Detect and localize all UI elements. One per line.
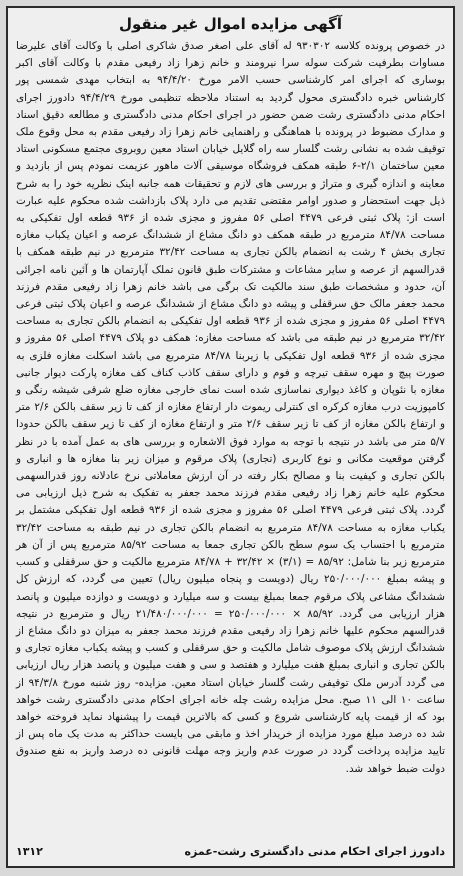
notice-signature: دادورز اجرای احکام مدنی دادگستری رشت-عمزه <box>184 844 445 858</box>
notice-body: در خصوص پرونده کلاسه ۹۳۰۳۰۲ له آقای علی اصغر صدق شاکری اصلی با وکالت آقای علیرضا مساوات بطرفیت شرکت سوله سرا نیرومند و خانم زهرا زاد رفیعی مقدم با وکالت آقای اکبر بوساری که اجرای امر کارشناسی حسب الامر مورخ ۹۴/۴/۲۰ به ابتخاب مهدی شمسی پور کارشناس خبره دادگستری محول گردید به استناد ملاحظه تنظیمی مورخ ۹۴/۴/۲۹ دادورز اجرای احکام مدنی دادگستری رشت ضمن حضور در اجرای احکام مدنی دادگستری و مطالعه دقیق اسناد و مدارک مضبوط در پرونده با هماهنگی و راهنمایی خانم زهرا زاد رفیعی مقدم به محل وقوع ملک توقیف شده به نشانی رشت گلسار سه راه گلایل خیابان استاد معین روبروی مجتمع مسکونی استاد معین ساختمان ۲/۱-۶ طبقه همکف فروشگاه موسیقی آلات ماهور عزیمت نمودم پس از بازدید و معاینه و اندازه گیری و متراژ و بررسی های لازم و تحقیقات همه جانبه اینک نظریه خود را به شرح ذیل جهت استحضار و صدور اوامر مقتضی تقدیم می دارد پلاک بازداشت شده محکوم علیه عبارت است از: پلاک ثبتی فرعی ۴۴۷۹ اصلی ۵۶ مفروز و مجزی شده از ۹۳۶ قطعه اول تفکیکی به مساحت ۸۴/۷۸ مترمربع در طبقه همکف دو دانگ مشاع از ششدانگ عرصه و اعیان یکباب مغازه تجاری بخش ۴ رشت به انضمام بالکن تجاری به مساحت ۳۲/۴۲ مترمربع در نیم طبقه همکف با قدرالسهم از عرصه و سایر مشاعات و مشترکات طبق قانون تملک آپارتمان ها و آئین نامه اجرائی آن، حدود و مشخصات طبق سند مالکیت تک برگی می باشد خانم زهرا زاد رفیعی مقدم فرزند محمد جعفر مالک حق سرقفلی و پیشه دو دانگ مشاع از ششدانگ عرصه و اعیان پلاک ثبتی فرعی ۴۴۷۹ اصلی ۵۶ مفروز و مجزی شده از ۹۳۶ قطعه اول تفکیکی به انضمام بالکن تجاری به مساحت ۳۲/۴۲ مترمربع در نیم طبقه می باشد که مساحت مغازه: همکف دو پلاک ۴۴۷۹ اصلی ۵۶ مفروز و مجزی شده از ۹۳۶ قطعه اول تفکیکی با زیربنا ۸۴/۷۸ مترمربع می باشد اسکلت مغازه فلزی به صورت پیچ و مهره سقف تیرچه و فوم و دارای سقف کاذب کناف کف مغازه پارکت دیوار جانبی مغازه با نئوپان و کاغذ دیواری نماسازی شده است نمای خارجی مغازه ضلع شرقی شیشه رنگی و کامپوزیت درب مغازه کرکره ای کنترلی ریموت دار ارتفاع مغازه از کف تا زیر سقف بالکن ۲/۶ متر و ارتفاع بالکن مغازه از کف تا زیر سقف ۲/۶ متر و ارتفاع مغازه از کف تا زیر سقف بالکن حدودا ۵/۷ متر می باشد در نتیجه با توجه به موارد فوق الاشعاره و بررسی های به عمل آمده با در نظر گرفتن موقعیت مکانی و نوع کاربری (تجاری) پلاک مرقوم و میزان زیر بنا مغازه ها و انباری و بالکن تجاری و کیفیت بنا و مصالح بکار رفته در آن ارزش معاملاتی نرخ عادلانه روز قدرالسهمی محکوم علیه خانم زهرا زاد رفیعی مقدم فرزند محمد جعفر به تفکیک به شرح ذیل ارزیابی می گردد. پلاک ثبتی فرعی ۴۴۷۹ اصلی ۵۶ مفروز و مجزی شده از ۹۳۶ قطعه اول تفکیکی مشتمل بر یکباب مغازه به مساحت ۸۴/۷۸ مترمربع به انضمام بالکن تجاری در نیم طبقه به مساحت ۳۲/۴۲ مترمربع با احتساب یک سوم سطح بالکن تجاری جمعا به مساحت ۸۵/۹۲ مترمربع پس از آن هر مترمربع زیر بنا شامل: ۸۵/۹۲ = (۳/۱) × ۳۲/۴۲ + ۸۴/۷۸ مترمربع مالکیت و حق سرقفلی و کسب و پیشه بمبلغ ۲۵۰/۰۰۰/۰۰۰ ریال (دویست و پنجاه میلیون ریال) تعیین می گردد، که ارزش کل ششدانگ مشاعی پلاک مرقوم جمعا بمبلغ بیست و سه میلیارد و دویست و دوازده میلیون و پانصد هزار ارزیابی می گردد. ۸۵/۹۲ × ۲۵۰/۰۰۰/۰۰۰ = ۲۱/۴۸۰/۰۰۰/۰۰۰ ریال و مترمربع در نتیجه قدرالسهم محکوم علیها خانم زهرا زاد رفیعی مقدم فرزند محمد جعفر به میزان دو دانگ مشاع از ششدانگ ارزش پلاک موصوف شامل مالکیت و حق سرقفلی و کسب و پیشه یکباب مغازه تجاری و بالکن تجاری و انباری بمبلغ هفت میلیارد و هفتصد و سی و هفت میلیون و پانصد هزار ریال ارزیابی می گردد آدرس ملک توقیفی رشت گلسار خیابان استاد معین. مزایده- روز شنبه مورخ ۹۴/۳/۸ از ساعت ۱۰ الی ۱۱ صبح. محل مزایده رشت چله خانه اجرای احکام مدنی دادگستری رشت خواهد بود که از قیمت پایه کارشناسی شروع و کسی که بالاترین قیمت را پیشنهاد نماید فروخته خواهد شد ده درصد مبلغ مورد مزایده از خریدار اخذ و مابقی می بایست حداکثر به مدت یک ماه پس از تایید مزایده پرداخت گردد در صورت عدم واریز وجه مهلت قانونی ده درصد واریز به نفع صندوق دولت ضبط خواهد شد. <box>16 40 446 775</box>
auction-notice <box>6 6 455 868</box>
notice-code: ۱۳۱۲ <box>16 844 43 858</box>
notice-title: آگهی مزایده اموال غیر منقول <box>118 15 343 33</box>
notice-footer <box>16 842 445 860</box>
